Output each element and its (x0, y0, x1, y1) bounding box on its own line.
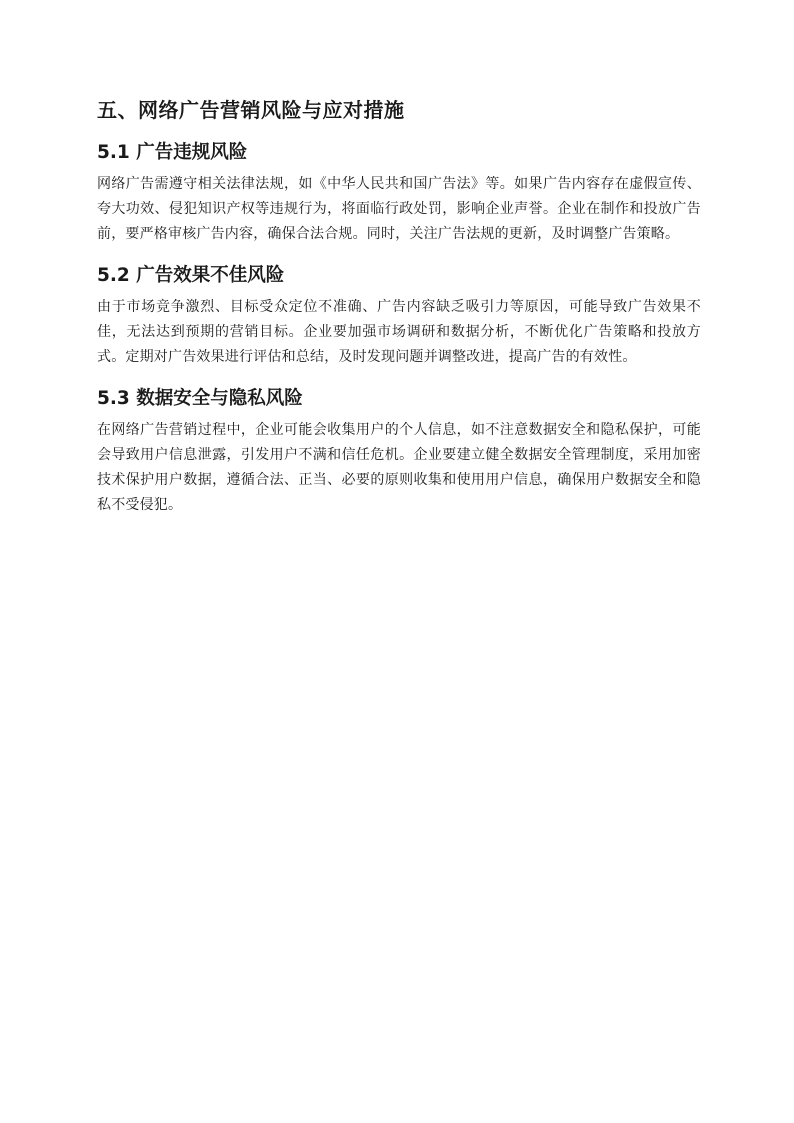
section-paragraph: 网络广告需遵守相关法律法规，如《中华人民共和国广告法》等。如果广告内容存在虚假宣传、夸大功效、侵犯知识产权等违规行为，将面临行政处罚，影响企业声誉。企业在制作和投放广告前，要严格审核广告内容，确保合法合规。同时，关注广告法规的更新，及时调整广告策略。 (97, 176, 701, 242)
section-5-2 (97, 261, 701, 370)
chapter-title: 五、网络广告营销风险与应对措施 (97, 98, 405, 122)
section-heading: 5.2 广告效果不佳风险 (97, 265, 285, 286)
section-heading: 5.1 广告违规风险 (97, 142, 248, 163)
document-page (97, 94, 701, 532)
section-heading: 5.3 数据安全与隐私风险 (97, 388, 303, 409)
section-5-1 (97, 138, 701, 247)
section-paragraph: 在网络广告营销过程中，企业可能会收集用户的个人信息，如不注意数据安全和隐私保护，可能会导致用户信息泄露，引发用户不满和信任危机。企业要建立健全数据安全管理制度，采用加密技术保护用户数据，遵循合法、正当、必要的原则收集和使用用户信息，确保用户数据安全和隐私不受侵犯。 (97, 422, 701, 513)
section-paragraph: 由于市场竞争激烈、目标受众定位不准确、广告内容缺乏吸引力等原因，可能导致广告效果不佳，无法达到预期的营销目标。企业要加强市场调研和数据分析，不断优化广告策略和投放方式。定期对广告效果进行评估和总结，及时发现问题并调整改进，提高广告的有效性。 (97, 299, 701, 365)
section-5-3 (97, 384, 701, 518)
